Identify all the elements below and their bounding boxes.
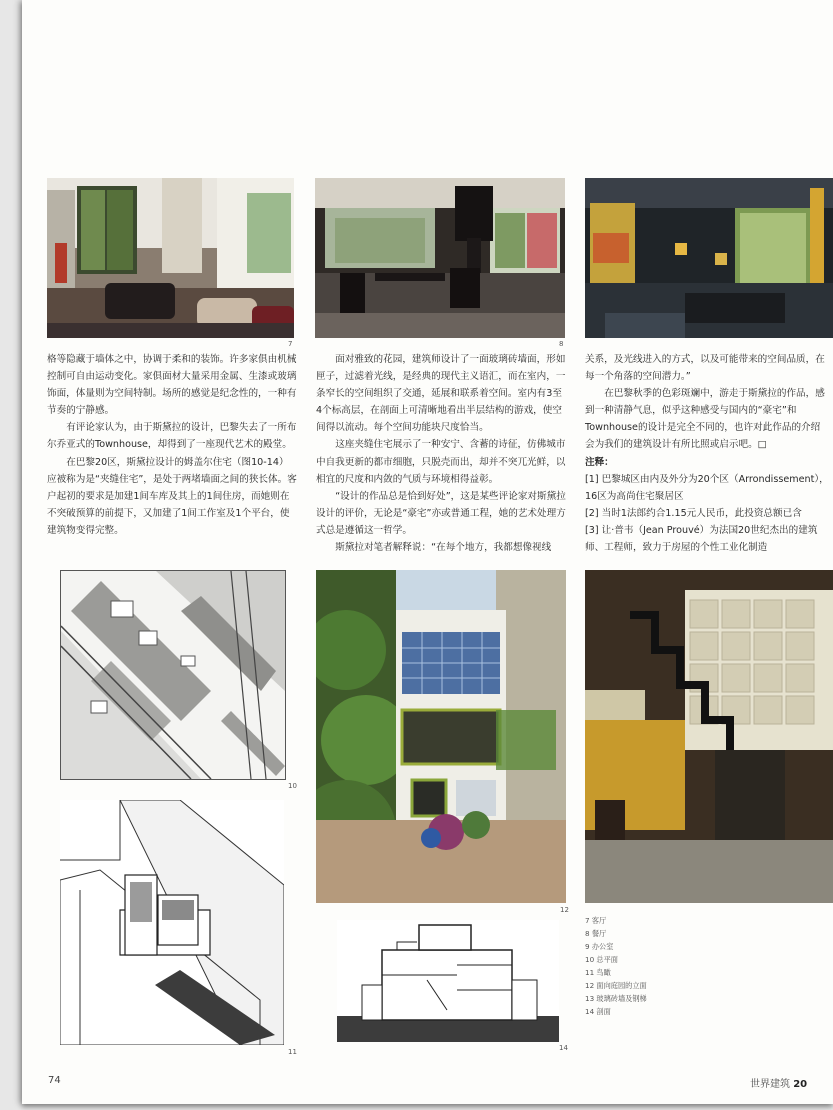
paragraph: “设计的作品总是恰到好处”，这是某些评论家对斯黛拉设计的评价，无论是“豪宅”亦或普通工程，她的艺术处理方式总是遵循这一哲学。 <box>316 490 566 536</box>
photo-living-room <box>47 178 294 338</box>
photo-dining-room <box>315 178 565 338</box>
photo-garden-facade <box>316 570 566 903</box>
paragraph: 关系，及光线进入的方式，以及可能带来的空间品质，在每一个角落的空间潜力。” <box>585 354 825 383</box>
notes-title: 注释： <box>585 456 614 468</box>
page-footer-right <box>750 1075 807 1090</box>
text-column-left <box>47 351 297 539</box>
legend-item: 7 客厅 <box>585 916 607 925</box>
photo-glass-block-stair <box>585 570 833 903</box>
legend-item: 14 剖面 <box>585 1007 611 1016</box>
figure-legend <box>585 914 647 1018</box>
figure-number-11: 11 <box>288 1048 297 1056</box>
page-number-left: 74 <box>48 1075 61 1086</box>
aerial-view-drawing <box>60 800 284 1045</box>
paragraph: 面对雅致的花园，建筑师设计了一面玻璃砖墙面，形如匣子，过滤着光线，是经典的现代主义语汇，而在室内，一条窄长的空间组织了交通，延展和联系着空间。室内有3至4个标高层，在剖面上可清晰地看出半层结构的游戏，使空间得以流动。每个空间功能块尺度恰当。 <box>316 354 566 434</box>
legend-item: 12 面向庭园的立面 <box>585 981 647 990</box>
paragraph: 格等隐藏于墙体之中，协调于柔和的装饰。许多家俱由机械控制可自由运动变化。家俱面材大量采用金属、生漆或玻璃饰面，体量则为空间特制。场所的感觉是纪念性的，一种有节奏的宁静感。 <box>47 354 297 417</box>
figure-number-10: 10 <box>288 782 297 790</box>
legend-item: 10 总平面 <box>585 955 618 964</box>
note-item: [1] 巴黎城区由内及外分为20个区（Arrondissement），16区为高尚住宅聚居区 <box>585 473 829 502</box>
figure-number-7: 7 <box>288 340 293 348</box>
section-drawing <box>337 920 559 1042</box>
site-plan-drawing <box>60 570 286 780</box>
legend-item: 13 玻璃砖墙及钢梯 <box>585 994 647 1003</box>
text-column-right <box>585 351 829 556</box>
figure-number-14: 14 <box>559 1044 568 1052</box>
paragraph: 这座夹缝住宅展示了一种安宁、含蓄的诗征，仿佛城市中自我更新的都市细胞，只脱壳而出，却并不突兀光鲜，以相宜的尺度和内敛的气质与环境相得益彰。 <box>316 439 566 485</box>
paragraph: 在巴黎20区，斯黛拉设计的姆盖尔住宅（图10-14）应被称为是“夹缝住宅”，是处于两堵墙面之间的狭长体。客户起初的要求是加建1间车库及其上的1间住房，而她则在不突破预算的前提下，又加建了1间工作室及1个平台，使建筑物变得完整。 <box>47 456 297 536</box>
paragraph: 在巴黎秋季的色彩斑斓中，游走于斯黛拉的作品，感到一种清静气息，似乎这种感受与国内的“豪宅”和Townhouse的设计是完全不同的，也许对此作品的介绍会为我们的建筑设计有所比照或启示吧。□ <box>585 388 825 451</box>
note-item: [2] 当时1法郎约合1.15元人民币，此投资总额已含 <box>585 507 802 519</box>
paragraph: 有评论家认为，由于斯黛拉的设计，巴黎失去了一所布尔乔亚式的Townhouse，却得到了一座现代艺术的殿堂。 <box>47 422 297 451</box>
figure-number-8: 8 <box>559 340 564 348</box>
magazine-name: 世界建筑 <box>750 1079 790 1090</box>
legend-item: 9 办公室 <box>585 942 614 951</box>
legend-item: 11 鸟瞰 <box>585 968 611 977</box>
paragraph: 斯黛拉对笔者解释说：“在每个地方，我都想像视线 <box>335 542 552 554</box>
legend-item: 8 餐厅 <box>585 929 607 938</box>
note-item: [3] 让·普韦（Jean Prouvé）为法国20世纪杰出的建筑师、工程师，致力于房屋的个性工业化制造 <box>585 524 818 554</box>
text-column-middle <box>316 351 566 556</box>
photo-office <box>585 178 833 338</box>
figure-number-12: 12 <box>560 906 569 914</box>
page-number-right: 20 <box>793 1079 808 1090</box>
magazine-page <box>22 0 833 1104</box>
